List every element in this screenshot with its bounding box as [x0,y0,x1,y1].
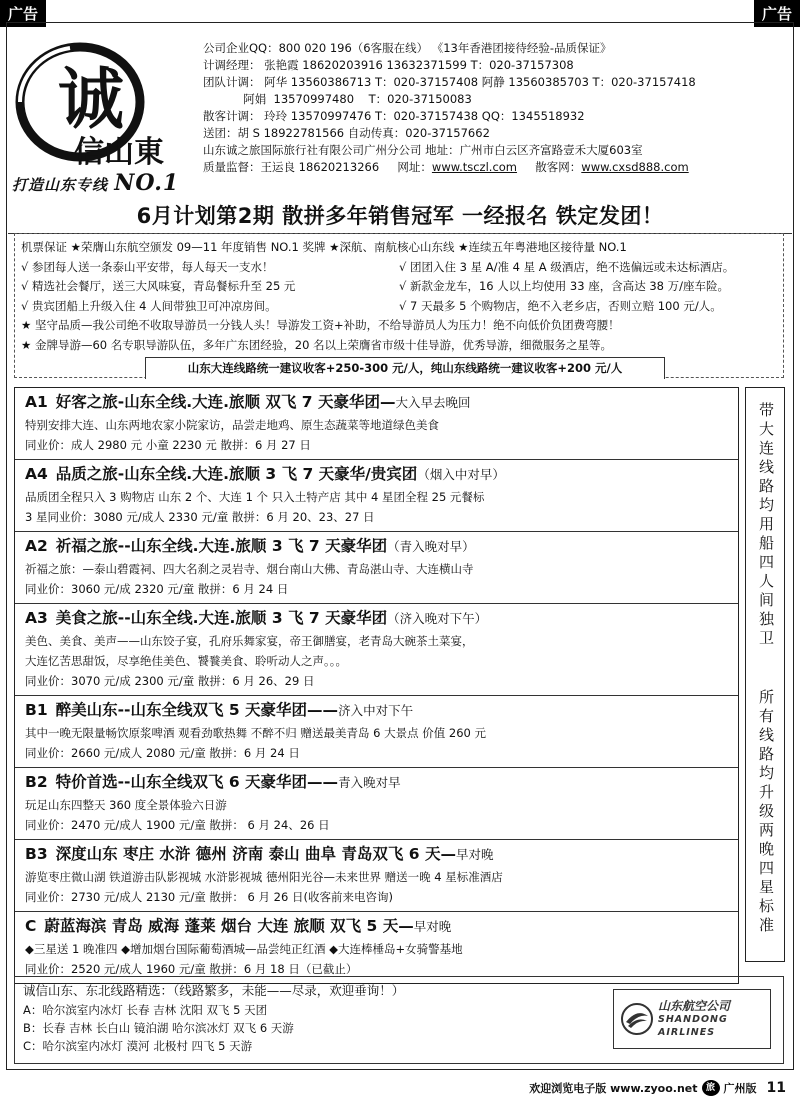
tour-title: C 蔚蓝海滨 青岛 威海 蓬莱 烟台 大连 旅顺 双飞 5 天—早对晚 [25,917,452,935]
text-line: √ 7 天最多 5 个购物店，绝不入老乡店，否则立赔 100 元/人。 [399,298,722,313]
tour-price: 3 星同业价：3080 元/成人 2330 元/童 散拼：6 月 20、23、27 日 [25,510,375,524]
contact-row: 送团：胡 S 18922781566 自动传真：020-37157662 [203,126,490,140]
logo-main-char: 诚 [58,60,124,138]
tour-price: 同业价：成人 2980 元 小童 2230 元 散拼：6 月 27 日 [25,438,311,452]
airline-logo [613,989,771,1049]
airline-name-en: SHANDONG [658,1013,728,1025]
airline-name-cn: 山东航空公司 [658,998,731,1013]
contact-row: 散客计调： 玲玲 13570997476 T：020-37157438 QQ：1345518932 [203,109,585,123]
contact-row: 计调经理： 张艳霞 18620203916 13632371599 T：020-37157308 [203,58,574,72]
tour-title: B2 特价首选--山东全线双飞 6 天豪华团——青入晚对早 [25,773,401,791]
text-line: 祈福之旅：—泰山碧霞祠、四大名刹之灵岩寺、烟台南山大佛、青岛湛山寺、大连横山寺 [25,562,474,576]
guarantee-row: ★ 金牌导游—60 名专职导游队伍，多年广东团经验，20 名以上荣膺省市级十佳导游，优秀导游，细微服务之星等。 [21,337,613,352]
text-line: 美色、美食、美声——山东饺子宴，孔府乐舞家宴，帝王御膳宴，老青岛大碗茶土菜宴， [25,634,474,648]
tour-title: A2 祈福之旅--山东全线.大连.旅顺 3 飞 7 天豪华团（青入晚对早） [25,537,475,555]
text-line: √ 贵宾团船上升级入住 4 人间带独卫可冲凉房间。 [21,298,277,313]
contact-row: 山东诚之旅国际旅行社有限公司广州分公司 地址：广州市白云区齐富路壹禾大厦603室 [203,143,643,157]
text-line: √ 精选社会餐厅，送三大风味宴，青岛餐标升至 25 元 [21,279,296,293]
guarantee-row: 机票保证 ★荣膺山东航空颁发 09—11 年度销售 NO.1 奖牌 ★深航、南航核心山东线 ★连续五年粤港地区接待量 NO.1 [21,240,627,254]
text-line: √ 参团每人送一条泰山平安带，每人每天一支水！ [21,259,274,274]
tour-title: B1 醉美山东--山东全线双飞 5 天豪华团——济入中对下午 [25,701,414,719]
airline-name-en2: AIRLINES [658,1026,716,1038]
tour-title: A4 品质之旅-山东全线.大连.旅顺 3 飞 7 天豪华/贵宾团（烟入中对早） [25,465,505,483]
shop-website-link[interactable]: www.cxsd888.com [581,160,689,174]
guarantee-pair [21,277,777,297]
headline: 6月计划第2期 散拼多年销售冠军 一经报名 铁定发团！ [8,200,792,234]
text-line: 大连忆苦思甜饭，尽享绝佳美色、饕餮美食、聆听动人之声。。。 [25,654,347,668]
ad-tag-left: 广告 [0,0,46,27]
contact-row-web: 质量监督：王运良 18620213266 网址：www.tsczl.com 散客网：www.cxsd888.com [203,160,689,174]
tour-list [14,387,739,984]
guarantee-pair [21,258,777,278]
tour-price: 同业价：3060 元/成 2320 元/童 散拼：6 月 24 日 [25,582,289,596]
northeast-routes [14,976,784,1064]
logo-sub-chars: 信山東 [74,135,164,170]
ad-tag-right: 广告 [754,0,800,27]
logo-graphic [10,40,195,170]
contact-row: 阿娟 13570997480 T：020-37150083 [203,92,472,106]
route-item: B：长春 吉林 长白山 镜泊湖 哈尔滨冰灯 双飞 6 天游 [23,1021,294,1035]
contact-info [203,40,793,176]
tour-title: A3 美食之旅--山东全线.大连.旅顺 3 飞 7 天豪华团（济入晚对下午） [25,609,488,627]
contact-row: 团队计调： 阿华 13560386713 T：020-37157408 阿静 13560385703 T：020-37157418 [203,75,696,89]
guarantee-pair [21,297,777,317]
supervisor-text: 质量监督：王运良 18620213266 [203,160,380,174]
tour-item-b3 [15,840,738,912]
page-number: 11 [766,1080,786,1096]
tour-item-a1 [15,388,738,460]
tour-item-b1 [15,696,738,768]
logo-slogan: 打造山东专线 NO.1 [12,170,180,196]
tour-item-a2 [15,532,738,604]
side-note-bottom: 所有线路均升级两晚四星标准 [757,689,775,936]
tour-title: B3 深度山东 枣庄 水浒 德州 济南 泰山 曲阜 青岛双飞 6 天—早对晚 [25,845,494,863]
tour-price: 同业价：2660 元/成人 2080 元/童 散拼：6 月 24 日 [25,746,300,760]
page-footer [529,1080,786,1096]
text-line: 品质团全程只入 3 购物店 山东 2 个、大连 1 个 只入土特产店 其中 4 星团全程 25 元餐标 [25,490,485,504]
contact-row: 公司企业QQ：800 020 196（6客服在线） 《13年香港团接待经验-品质保证》 [203,41,612,55]
guarantee-row: ★ 坚守品质—我公司绝不收取导游员一分钱人头！导游发工资+补助，不给导游员人为压力！绝不向低价负团费弯腰！ [21,318,620,332]
text-line: 特别安排大连、山东两地农家小院家访，品尝走地鸡、原生态蔬菜等地道绿色美食 [25,418,439,432]
guarantee-box [14,233,784,378]
text-line: 游览枣庄微山湖 铁道游击队影视城 水浒影视城 德州阳光谷—未来世界 赠送一晚 4 星标准酒店 [25,870,503,884]
text-line: ◆三星送 1 晚准四 ◆增加烟台国际葡萄酒城—品尝纯正红酒 ◆大连棒棰岛+女骑警基地 [25,942,463,956]
text-line: √ 团团入住 3 星 A/准 4 星 A 级酒店，绝不选偏远或未达标酒店。 [399,259,735,274]
route-item: C：哈尔滨室内冰灯 漠河 北极村 四飞 5 天游 [23,1039,253,1053]
tour-item-b2 [15,768,738,840]
tour-price: 同业价：3070 元/成 2300 元/童 散拼：6 月 26、29 日 [25,674,315,688]
publisher-badge-icon: 旅 [702,1080,720,1096]
route-item: A：哈尔滨室内冰灯 长春 吉林 沈阳 双飞 5 天团 [23,1003,268,1017]
routes-lead: 诚信山东、东北线路精选：（线路繁多，未能——尽录，欢迎垂询！） [23,983,405,998]
footer-text: 欢迎浏览电子版 www.zyoo.net [529,1082,698,1095]
side-note [745,387,785,962]
text-line: 其中一晚无限量畅饮原浆啤酒 观看劲歌热舞 不醉不归 赠送最美青岛 6 大景点 价值 260 元 [25,726,487,740]
tour-item-a4 [15,460,738,532]
edition-label: 广州版 [723,1082,757,1095]
website-link[interactable]: www.tsczl.com [431,160,518,174]
text-line: 玩足山东四整天 360 度全景体验六日游 [25,798,227,812]
price-suggestion: 山东大连线路统一建议收客+250-300 元/人，纯山东线路统一建议收客+200 元/人 [145,357,665,380]
tour-price: 同业价：2470 元/成人 1900 元/童 散拼： 6 月 24、26 日 [25,818,330,832]
tour-item-c [15,912,738,983]
tour-item-a3 [15,604,738,696]
side-note-top: 带大连线路均用船四人间独卫 [757,402,775,649]
tour-price: 同业价：2520 元/成人 1960 元/童 散拼：6 月 18 日（已截止） [25,962,358,976]
airline-emblem-icon [620,1002,654,1036]
tour-price: 同业价：2730 元/成人 2130 元/童 散拼： 6 月 26 日(收客前来电咨询) [25,890,393,904]
text-line: √ 新款金龙车，16 人以上均使用 33 座，含高达 38 万/座车险。 [399,279,730,293]
tour-title: A1 好客之旅-山东全线.大连.旅顺 双飞 7 天豪华团—大入早去晚回 [25,393,471,411]
